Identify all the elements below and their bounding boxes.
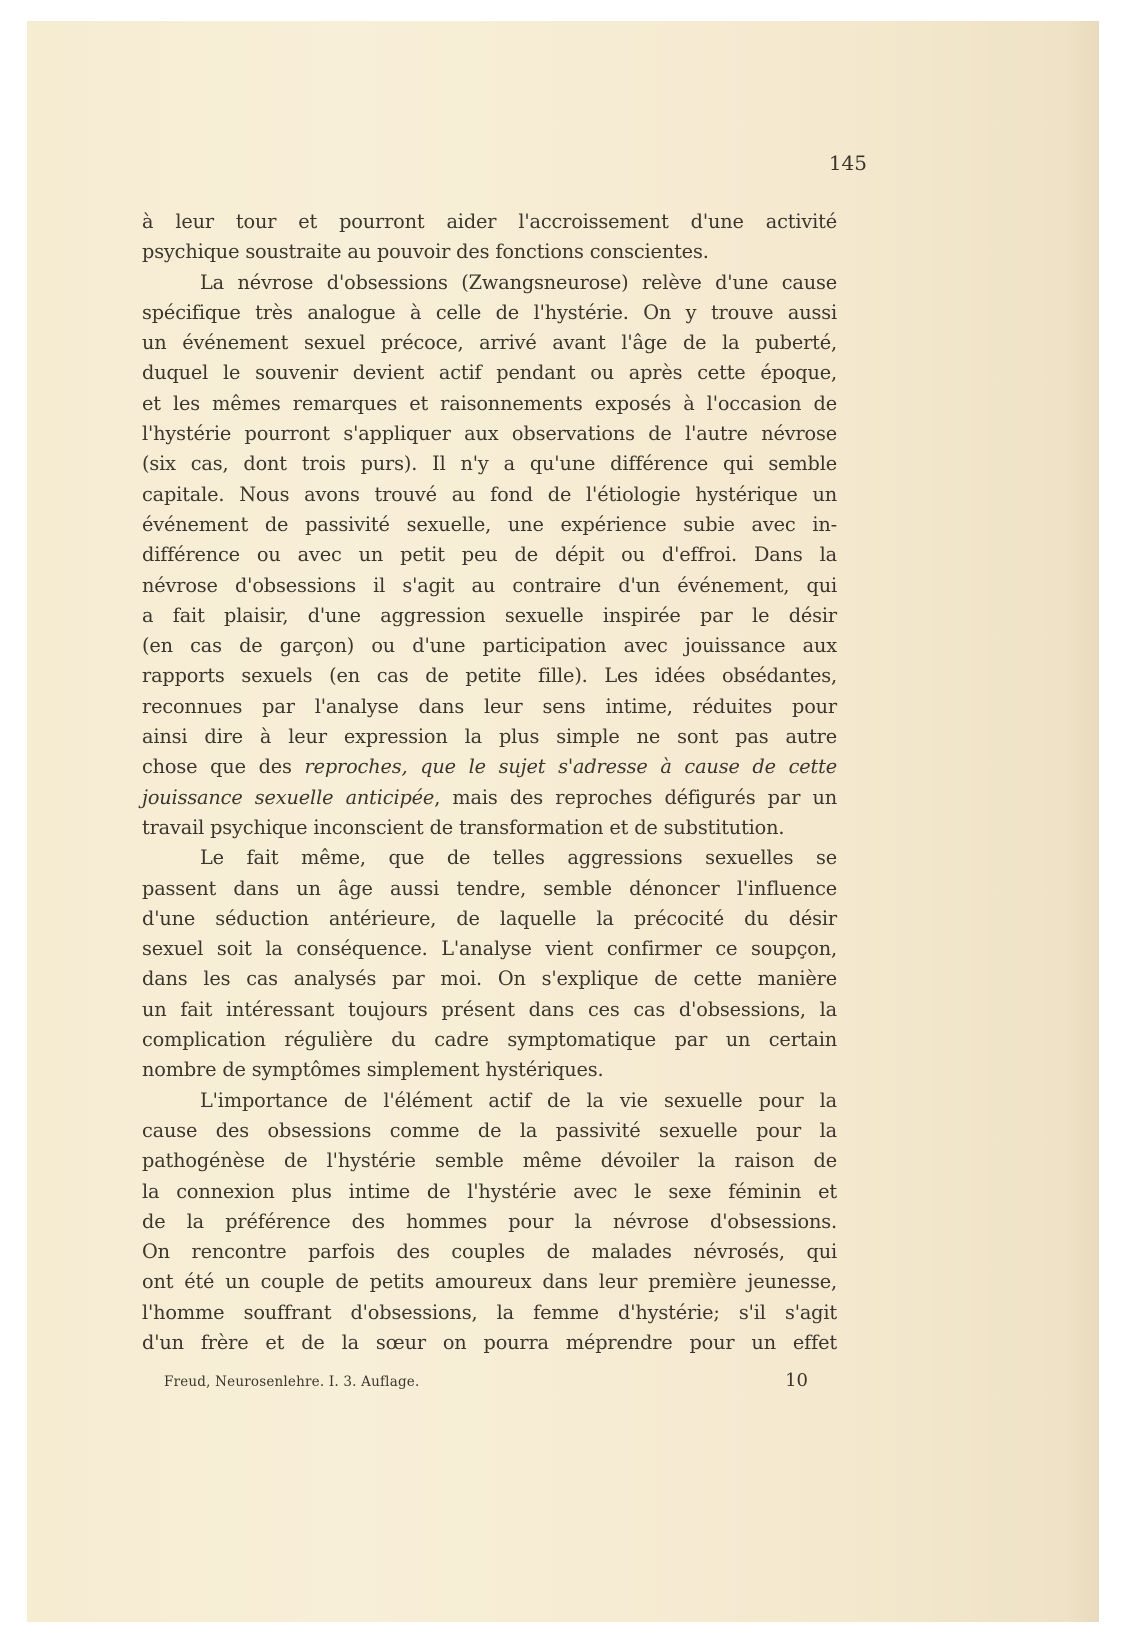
signature-mark: 10 xyxy=(785,1370,808,1391)
text-line: névrose d'obsessions il s'agit au contraire d'un événement, qui xyxy=(142,573,837,597)
text-line: ainsi dire à leur expression la plus simple ne sont pas autre xyxy=(142,725,837,749)
text-line-mixed xyxy=(142,783,837,813)
text-line: différence ou avec un petit peu de dépit ou d'effroi. Dans la xyxy=(142,543,837,567)
text-line: complication régulière du cadre symptomatique par un certain xyxy=(142,1028,837,1052)
book-page xyxy=(27,21,1099,1622)
text-run: , mais des reproches défigurés par un xyxy=(434,785,838,809)
text-line: L'importance de l'élément actif de la vie sexuelle pour la xyxy=(200,1088,837,1112)
text-line: nombre de symptômes simplement hystériques. xyxy=(142,1058,604,1082)
text-line: de la préférence des hommes pour la névrose d'obsessions. xyxy=(142,1209,837,1233)
italic-text-run: jouissance sexuelle anticipée xyxy=(142,785,435,809)
footer-reference: Freud, Neurosenlehre. I. 3. Auflage. xyxy=(164,1374,420,1390)
text-line-mixed xyxy=(142,752,837,782)
paragraph xyxy=(142,843,837,1085)
text-line: (six cas, dont trois purs). Il n'y a qu'une différence qui semble xyxy=(142,452,837,476)
text-line: a fait plaisir, d'une aggression sexuelle inspirée par le désir xyxy=(142,603,837,627)
text-line: Le fait même, que de telles aggressions sexuelles se xyxy=(200,846,837,870)
text-line: passent dans un âge aussi tendre, semble dénoncer l'influence xyxy=(142,876,837,900)
text-line: On rencontre parfois des couples de malades névrosés, qui xyxy=(142,1240,837,1264)
text-line: événement de passivité sexuelle, une expérience subie avec in- xyxy=(142,512,837,536)
text-line: travail psychique inconscient de transformation et de substitution. xyxy=(142,815,785,839)
paragraph xyxy=(142,268,837,844)
text-line: l'homme souffrant d'obsessions, la femme d'hystérie; s'il s'agit xyxy=(142,1300,837,1324)
italic-text-run: reproches, que le sujet s'adresse à cause de cette xyxy=(304,755,837,779)
text-line: spécifique très analogue à celle de l'hystérie. On y trouve aussi xyxy=(142,300,837,324)
text-line: (en cas de garçon) ou d'une participation avec jouissance aux xyxy=(142,634,837,658)
text-line: sexuel soit la conséquence. L'analyse vient confirmer ce soupçon, xyxy=(142,937,837,961)
text-line: un événement sexuel précoce, arrivé avant l'âge de la puberté, xyxy=(142,331,837,355)
text-line: capitale. Nous avons trouvé au fond de l'étiologie hystérique un xyxy=(142,482,837,506)
page-number: 145 xyxy=(828,151,867,175)
text-line: cause des obsessions comme de la passivité sexuelle pour la xyxy=(142,1118,837,1142)
text-line: un fait intéressant toujours présent dans ces cas d'obsessions, la xyxy=(142,997,837,1021)
text-line: duquel le souvenir devient actif pendant ou après cette époque, xyxy=(142,361,837,385)
text-line: reconnues par l'analyse dans leur sens intime, réduites pour xyxy=(142,694,837,718)
body-text xyxy=(142,207,837,1358)
text-line: à leur tour et pourront aider l'accroissement d'une activité xyxy=(142,210,837,233)
text-run: chose que des xyxy=(142,755,305,779)
text-line: pathogénèse de l'hystérie semble même dévoiler la raison de xyxy=(142,1149,837,1173)
paragraph xyxy=(142,207,837,268)
text-line: La névrose d'obsessions (Zwangsneurose) relève d'une cause xyxy=(200,270,837,294)
text-line: d'une séduction antérieure, de laquelle la précocité du désir xyxy=(142,906,837,930)
text-line: d'un frère et de la sœur on pourra méprendre pour un effet xyxy=(142,1330,837,1354)
page-footer xyxy=(164,1370,808,1391)
text-line: psychique soustraite au pouvoir des fonctions conscientes. xyxy=(142,240,709,264)
text-line: rapports sexuels (en cas de petite fille). Les idées obsédantes, xyxy=(142,664,837,688)
text-line: l'hystérie pourront s'appliquer aux observations de l'autre névrose xyxy=(142,422,837,446)
text-line: dans les cas analysés par moi. On s'explique de cette manière xyxy=(142,967,837,991)
paragraph xyxy=(142,1086,837,1359)
text-line: ont été un couple de petits amoureux dans leur première jeunesse, xyxy=(142,1270,837,1294)
text-line: et les mêmes remarques et raisonnements exposés à l'occasion de xyxy=(142,391,837,415)
text-line: la connexion plus intime de l'hystérie avec le sexe féminin et xyxy=(142,1179,837,1203)
